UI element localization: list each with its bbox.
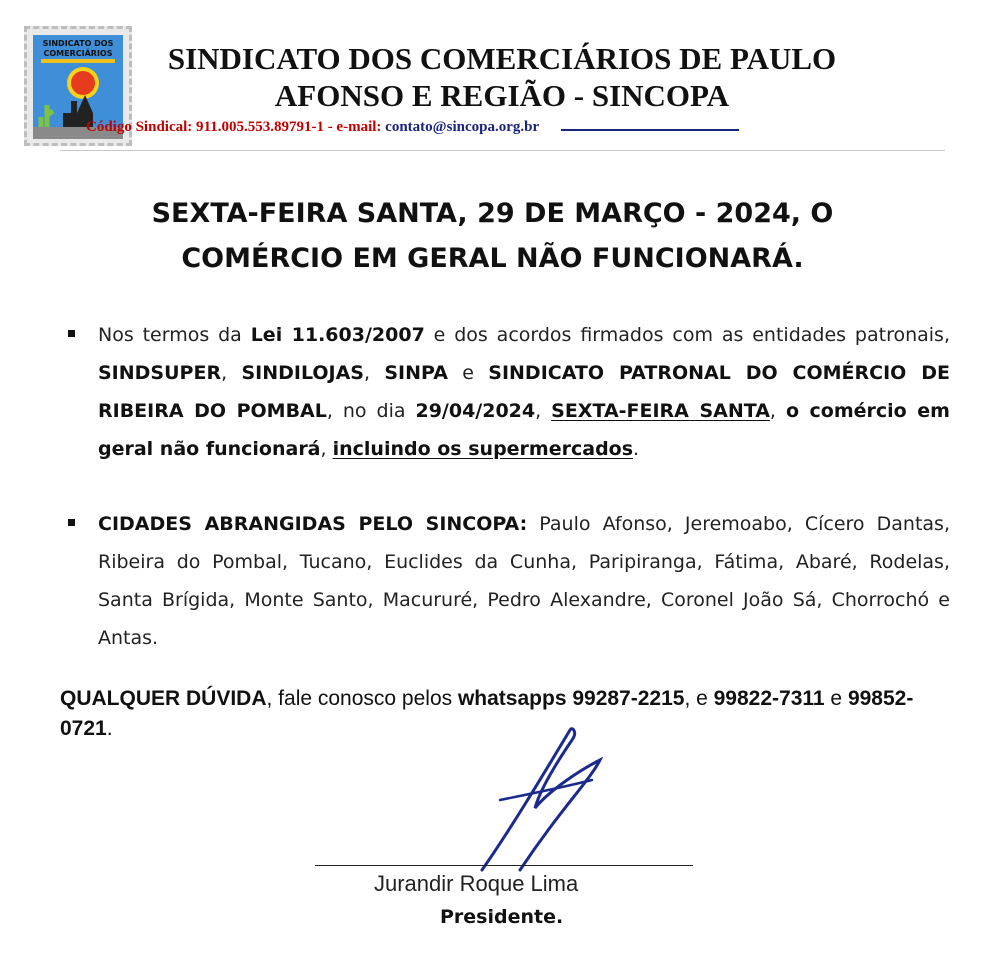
text: , xyxy=(535,400,552,422)
cities-list: Paulo Afonso, Jeremoabo, Cícero Dantas, Ribeira do Pombal, Tucano, Euclides da Cunha, Paripiranga, Fátima, Abaré, Rodelas, Santa Brígida, Monte Santo, Macururé, Pedro Alexandre, Coronel João Sá, Chorrochó e Antas. xyxy=(98,513,950,649)
union-patronal: SINDICATO PATRONAL DO COMÉRCIO DE RIBEIRA DO POMBAL xyxy=(98,362,950,422)
text: , xyxy=(320,438,333,460)
sindical-code: Código Sindical: 911.005.553.89791-1 - e-mail: xyxy=(86,119,386,135)
whatsapp-number-3: 99852-0721 xyxy=(60,687,914,740)
bullet-square-icon xyxy=(68,519,75,526)
contact-lead: QUALQUER DÚVIDA xyxy=(60,687,267,710)
bullet-square-icon xyxy=(68,330,75,337)
role-text: Presidente xyxy=(440,906,556,928)
org-title-line-1: SINDICATO DOS COMERCIÁRIOS DE PAULO xyxy=(167,41,837,76)
text: e xyxy=(447,362,489,384)
text: e dos acordos firmados com as entidades patronais, xyxy=(424,324,950,346)
signer-name: Jurandir Roque Lima xyxy=(374,871,579,896)
logo-text-2: COMERCIÁRIOS xyxy=(43,49,113,58)
org-contact-info xyxy=(86,117,739,136)
headline-line-2: COMÉRCIO EM GERAL NÃO FUNCIONARÁ. xyxy=(181,243,804,274)
union-sinpa: SINPA xyxy=(384,362,448,384)
text: , xyxy=(769,400,786,422)
text: . xyxy=(106,717,113,740)
cities-label: CIDADES ABRANGIDAS PELO SINCOPA: xyxy=(98,513,528,535)
supermarkets-note: incluindo os supermercados xyxy=(332,438,634,460)
whatsapp-number-1: whatsapps 99287-2215 xyxy=(457,687,685,710)
closure-statement: o comércio em geral não funcionará xyxy=(98,400,950,460)
email-link[interactable]: contato@sincopa.org.br xyxy=(385,119,540,135)
text: Nos termos da xyxy=(98,324,251,346)
text: e xyxy=(824,687,848,710)
bullet-law xyxy=(60,316,950,468)
text: , no dia xyxy=(326,400,416,422)
handwritten-signature xyxy=(460,720,620,880)
organization-title xyxy=(140,40,864,114)
text: , xyxy=(364,362,385,384)
text: , xyxy=(221,362,242,384)
text: . xyxy=(556,906,564,928)
holiday-date: 29/04/2024 xyxy=(415,400,536,422)
headline-line-1: SEXTA-FEIRA SANTA, 29 DE MARÇO - 2024, O xyxy=(151,198,834,229)
blank-underline xyxy=(561,117,739,131)
union-sindsuper: SINDSUPER xyxy=(98,362,222,384)
law-reference: Lei 11.603/2007 xyxy=(250,324,425,346)
whatsapp-number-2: 99822-7311 xyxy=(713,687,825,710)
text: , e xyxy=(684,687,714,710)
announcement-headline xyxy=(40,191,945,281)
logo-text-1: SINDICATO DOS xyxy=(42,39,114,48)
holiday-name: SEXTA-FEIRA SANTA xyxy=(551,400,770,422)
text: . xyxy=(633,438,640,460)
signature-line xyxy=(315,865,693,866)
text: , fale conosco pelos xyxy=(266,687,458,710)
union-sindilojas: SINDILOJAS xyxy=(241,362,364,384)
bullet-cities xyxy=(60,505,950,657)
signer-role xyxy=(440,906,563,928)
org-title-line-2: AFONSO E REGIÃO - SINCOPA xyxy=(274,78,730,113)
header-divider xyxy=(60,150,945,151)
announcement-body xyxy=(60,316,950,657)
